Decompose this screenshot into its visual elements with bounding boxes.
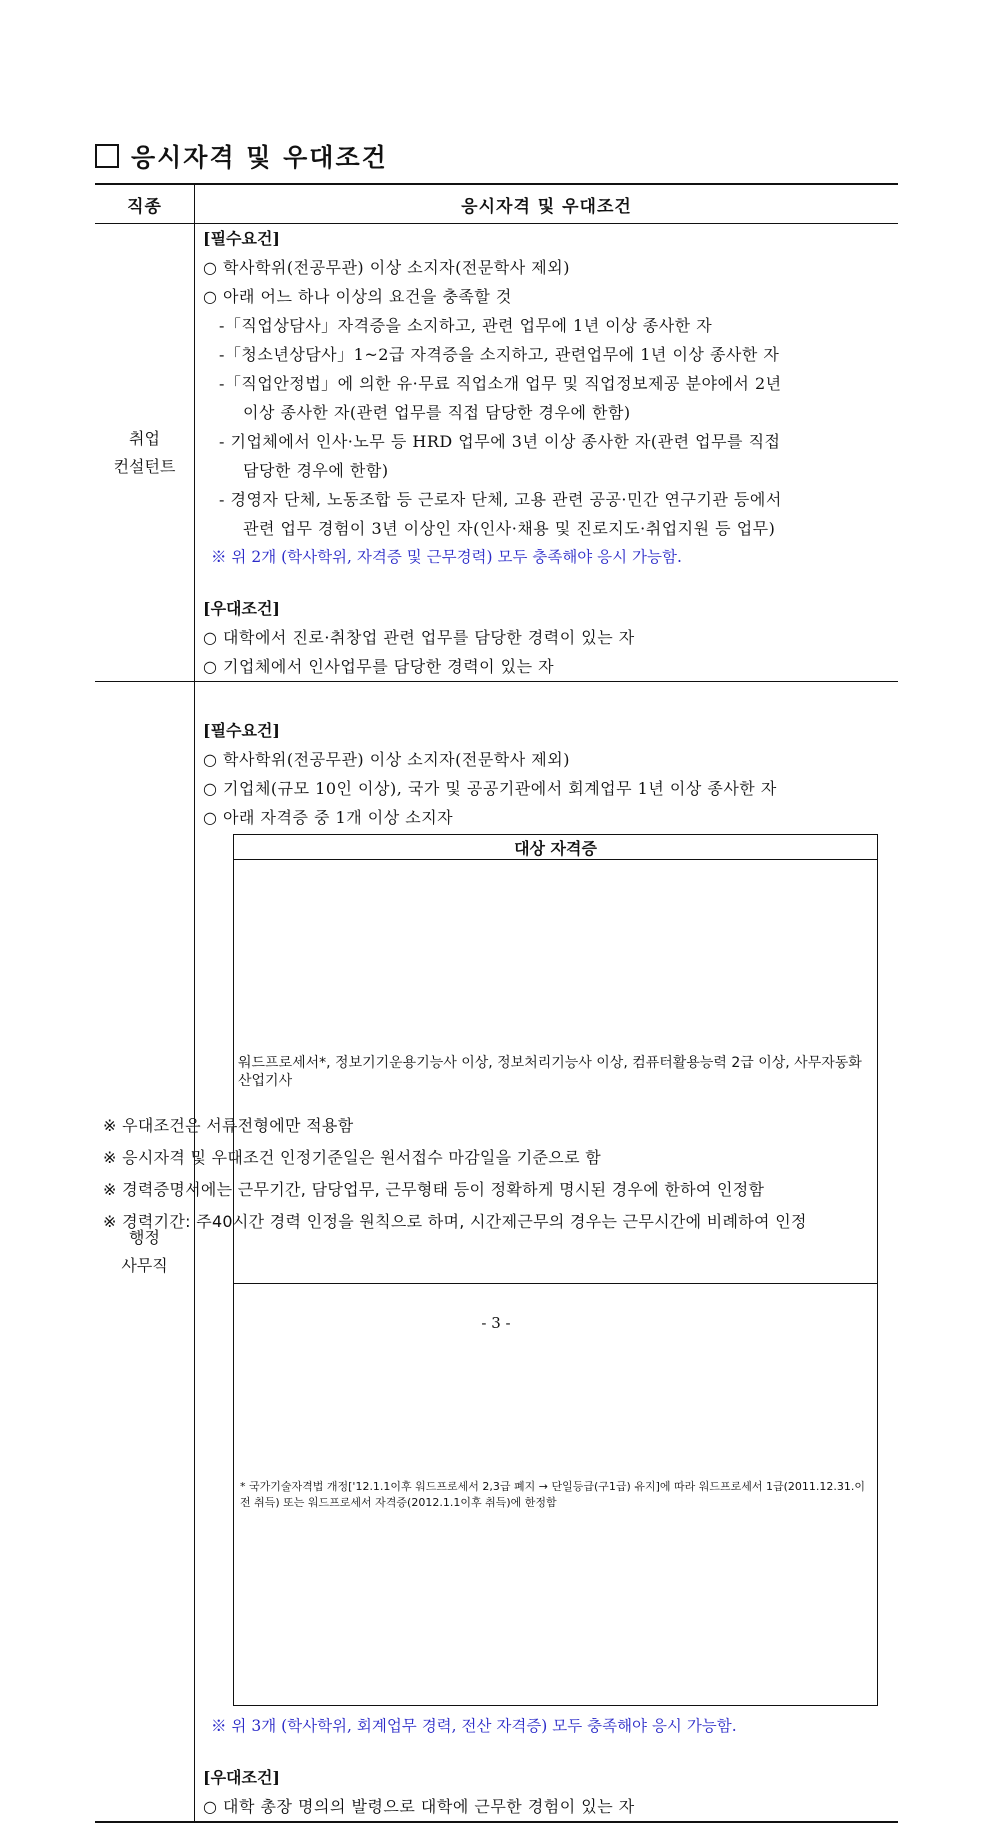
- table-row: [95, 682, 898, 1823]
- qualification-cell: [195, 224, 899, 682]
- condition-item: - 기업체에서 인사·노무 등 HRD 업무에 3년 이상 종사한 자(관련 업무를 직접: [219, 432, 781, 451]
- footnotes: [103, 1110, 898, 1238]
- footnote-item: ※ 우대조건은 서류전형에만 적용함: [103, 1116, 354, 1135]
- table-header-row: [95, 184, 898, 224]
- required-item: ○ 학사학위(전공무관) 이상 소지자(전문학사 제외): [203, 258, 570, 277]
- section-title: [95, 138, 388, 174]
- footnote-item: ※ 경력기간: 주40시간 경력 인정을 원칙으로 하며, 시간제근무의 경우는 근무시간에 비례하여 인정: [103, 1212, 807, 1231]
- preference-item: ○ 대학 총장 명의의 발령으로 대학에 근무한 경험이 있는 자: [203, 1797, 635, 1816]
- certificate-header: 대상 자격증: [234, 835, 878, 860]
- condition-item-continued: 담당한 경우에 한함): [243, 461, 389, 480]
- job-title-cell: [95, 224, 195, 682]
- required-item: ○ 아래 어느 하나 이상의 요건을 충족할 것: [203, 287, 512, 306]
- footnote-item: ※ 경력증명서에는 근무기간, 담당업무, 근무형태 등이 정확하게 명시된 경우에 한하여 인정함: [103, 1180, 765, 1199]
- condition-item: -「직업상담사」자격증을 소지하고, 관련 업무에 1년 이상 종사한 자: [219, 316, 713, 335]
- condition-item-continued: 이상 종사한 자(관련 업무를 직접 담당한 경우에 한함): [243, 403, 631, 422]
- condition-item: -「청소년상담사」1~2급 자격증을 소지하고, 관련업무에 1년 이상 종사한 자: [219, 345, 780, 364]
- condition-item-continued: 관련 업무 경험이 3년 이상인 자(인사·채용 및 진로지도·취업지원 등 업무): [243, 519, 776, 538]
- job-title-cell: [95, 682, 195, 1823]
- preference-title: [우대조건]: [203, 1768, 280, 1787]
- header-job: 직종: [95, 184, 195, 224]
- footnote-item: ※ 응시자격 및 우대조건 인정기준일은 원서접수 마감일을 기준으로 함: [103, 1148, 601, 1167]
- certificate-list: 워드프로세서*, 정보기기운용기능사 이상, 정보처리기능사 이상, 컴퓨터활용능력 2급 이상, 사무자동화산업기사: [234, 860, 878, 1284]
- preference-item: ○ 대학에서 진로·취창업 관련 업무를 담당한 경력이 있는 자: [203, 628, 635, 647]
- condition-item: -「직업안정법」에 의한 유·무료 직업소개 업무 및 직업정보제공 분야에서 2년: [219, 374, 782, 393]
- certificate-table: [233, 834, 878, 1706]
- required-item: ○ 아래 자격증 중 1개 이상 소지자: [203, 808, 454, 827]
- condition-item: - 경영자 단체, 노동조합 등 근로자 단체, 고용 관련 공공·민간 연구기관 등에서: [219, 490, 782, 509]
- qualification-table: [95, 183, 898, 1823]
- header-qualification: 응시자격 및 우대조건: [195, 184, 899, 224]
- job-title-line: 행정: [129, 1227, 160, 1247]
- required-title: [필수요건]: [203, 721, 280, 740]
- section-title-text: 응시자격 및 우대조건: [131, 143, 388, 172]
- page-number: - 3 -: [481, 1314, 511, 1332]
- required-title: [필수요건]: [203, 229, 280, 248]
- job-title-line: 취업: [129, 428, 160, 448]
- checkbox-square-icon: [95, 144, 119, 168]
- preference-title: [우대조건]: [203, 599, 280, 618]
- job-title-line: 사무직: [121, 1255, 168, 1275]
- required-item: ○ 학사학위(전공무관) 이상 소지자(전문학사 제외): [203, 750, 570, 769]
- qualification-cell: [195, 682, 899, 1823]
- job-title-line: 컨설턴트: [113, 456, 176, 476]
- table-row: [95, 224, 898, 682]
- requirement-note: ※ 위 3개 (학사학위, 회계업무 경력, 전산 자격증) 모두 충족해야 응시 가능함.: [211, 1717, 737, 1735]
- required-item: ○ 기업체(규모 10인 이상), 국가 및 공공기관에서 회계업무 1년 이상 종사한 자: [203, 779, 777, 798]
- preference-item: ○ 기업체에서 인사업무를 담당한 경력이 있는 자: [203, 657, 555, 676]
- requirement-note: ※ 위 2개 (학사학위, 자격증 및 근무경력) 모두 충족해야 응시 가능함.: [211, 548, 682, 566]
- certificate-footnote: * 국가기술자격법 개정['12.1.1이후 워드프로세서 2,3급 폐지 → 단일등급(구1급) 유지]에 따라 워드프로세서 1급(2011.12.31.이전 취득) 또는 워드프로세서 자격증(2012.1.1이후 취득)에 한정함: [234, 1284, 878, 1706]
